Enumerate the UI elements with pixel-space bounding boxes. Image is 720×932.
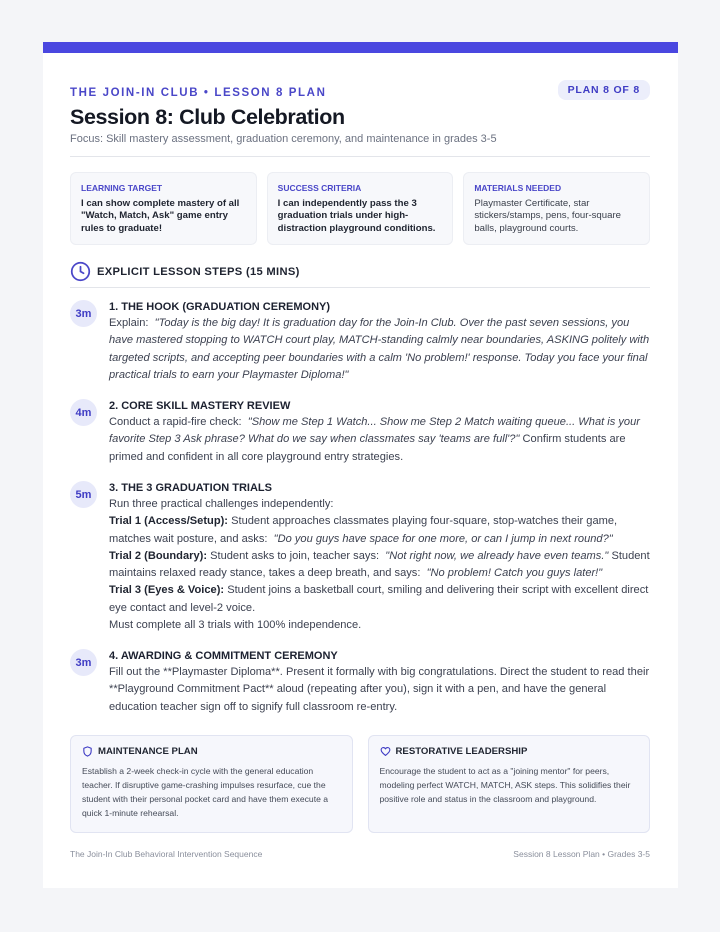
accent-bar xyxy=(43,42,678,53)
duration-badge: 3m xyxy=(70,649,97,676)
duration-badge: 4m xyxy=(70,399,97,426)
card-body: I can show complete mastery of all "Watch, Match, Ask" game entry rules to graduate! xyxy=(81,198,240,234)
step-text: Explain: "Today is the big day! It is graduation day for the Join-In Club. Over the past seven sessions, you have mastered stopping to WATCH court play, MATCH-standing calmly near boundaries, ASKING politely with targeted scripts, and accepting peer boundaries with a calm 'No problem!' response. Today you face your final practical trials to earn your Playmaster Diploma!" xyxy=(109,317,650,381)
box-title: MAINTENANCE PLAN xyxy=(98,746,198,757)
card-body: I can independently pass the 3 graduation trials under high-distraction playground conditions. xyxy=(277,198,436,234)
page-footer xyxy=(70,849,650,859)
shield-icon xyxy=(82,746,93,757)
heart-icon xyxy=(380,746,391,757)
card-heading: MATERIALS NEEDED xyxy=(474,183,562,193)
section-title: EXPLICIT LESSON STEPS (15 MINS) xyxy=(97,265,300,278)
duration-badge: 5m xyxy=(70,481,97,508)
success-criteria-card xyxy=(267,172,454,245)
box-body: Establish a 2-week check-in cycle with the general education teacher. If disruptive game-crashing impulses resurface, cue the student with their personal pocket card and have them execute a quick 1-minute rehearsal. xyxy=(82,766,329,818)
trial-1: Trial 1 (Access/Setup): Student approaches classmates playing four-square, stop-watches their game, matches wait posture, and asks: "Do you guys have space for one more, or can I jump in next round?" xyxy=(109,515,618,545)
clock-icon xyxy=(70,261,91,282)
trial-3: Trial 3 (Eyes & Voice): Student joins a basketball court, smiling and delivering their script with excellent direct eye contact and level-2 voice. xyxy=(109,584,649,614)
overview-cards xyxy=(70,172,650,245)
section-divider xyxy=(70,287,650,288)
learning-target-card xyxy=(70,172,257,245)
duration-badge: 3m xyxy=(70,300,97,327)
step-title: 3. THE 3 GRADUATION TRIALS xyxy=(109,482,272,494)
trials-closing: Must complete all 3 trials with 100% independence. xyxy=(109,619,362,632)
step-title: 1. THE HOOK (GRADUATION CEREMONY) xyxy=(109,301,331,313)
maintenance-plan-box xyxy=(70,735,353,833)
step-title: 2. CORE SKILL MASTERY REVIEW xyxy=(109,400,291,412)
card-body: Playmaster Certificate, star stickers/stamps, pens, four-square balls, playground courts. xyxy=(474,198,621,234)
page-title: Session 8: Club Celebration xyxy=(70,105,345,129)
card-heading: SUCCESS CRITERIA xyxy=(277,183,362,193)
restorative-leadership-box xyxy=(368,735,651,833)
trial-2: Trial 2 (Boundary): Student asks to join, teacher says: "Not right now, we already have even teams." Student maintains relaxed ready stance, takes a deep breath, and says: "No problem! Catch you guys later!" xyxy=(109,549,650,580)
plan-badge: PLAN 8 OF 8 xyxy=(558,80,650,100)
footer-right: Session 8 Lesson Plan • Grades 3-5 xyxy=(513,849,650,859)
footer-left: The Join-In Club Behavioral Intervention Sequence xyxy=(70,849,263,859)
focus-line: Focus: Skill mastery assessment, graduation ceremony, and maintenance in grades 3-5 xyxy=(70,133,497,145)
trials-intro: Run three practical challenges independently: xyxy=(109,498,334,510)
step-title: 4. AWARDING & COMMITMENT CEREMONY xyxy=(109,650,338,662)
series-kicker: THE JOIN-IN CLUB • LESSON 8 PLAN xyxy=(70,87,327,99)
lesson-plan-page xyxy=(43,42,678,888)
materials-card xyxy=(463,172,650,245)
step-text: Fill out the **Playmaster Diploma**. Present it formally with big congratulations. Direct the student to read their **Playground Commitment Pact** aloud (repeating after you), sign it with a pen, and have the general education teacher sign off to signify full classroom re-entry. xyxy=(109,666,650,713)
box-title: RESTORATIVE LEADERSHIP xyxy=(395,746,528,757)
followup-boxes xyxy=(70,735,650,833)
box-body: Encourage the student to act as a "joining mentor" for peers, modeling perfect WATCH, MATCH, ASK steps. This solidifies their positive role and status in the classroom and playground. xyxy=(379,766,631,804)
header-divider xyxy=(70,156,650,157)
card-heading: LEARNING TARGET xyxy=(81,183,163,193)
steps-section-header xyxy=(70,261,300,282)
step-text: Conduct a rapid-fire check: "Show me Step 1 Watch... Show me Step 2 Match waiting queue... What is your favorite Step 3 Ask phrase? What do we say when classmates say 'teams are full'?" Confirm students are primed and confident in all core playground entry strategies. xyxy=(109,416,640,463)
